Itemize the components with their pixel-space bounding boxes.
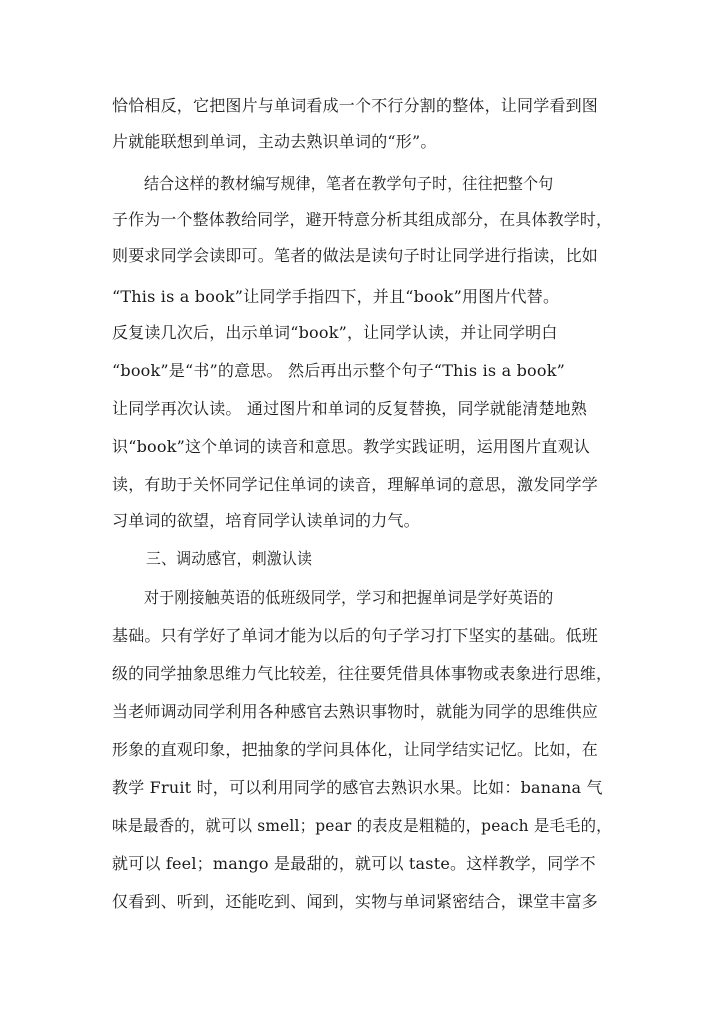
paragraph-line: 识“book”这个单词的读音和意思。教学实践证明，运用图片直观认: [112, 437, 590, 456]
paragraph-line: 读，有助于关怀同学记住单词的读音，理解单词的意思，激发同学学: [112, 475, 599, 494]
paragraph-line: 习单词的欲望，培育同学认读单词的力气。: [112, 511, 420, 530]
section-heading: 三、调动感官，刺激认读: [146, 549, 313, 568]
paragraph-line: 当老师调动同学利用各种感官去熟识事物时，就能为同学的思维供应: [112, 702, 599, 721]
paragraph-line: 味是最香的，就可以 smell；pear 的表皮是粗糙的，peach 是毛毛的，: [112, 816, 612, 835]
paragraph-line: 让同学再次认读。 通过图片和单词的反复替换，同学就能清楚地熟: [112, 399, 588, 418]
paragraph-line: 对于刚接触英语的低班级同学，学习和把握单词是学好英语的: [144, 588, 554, 607]
paragraph-line: 反复读几次后，出示单词“book”，让同学认读，并让同学明白: [112, 323, 558, 342]
paragraph-line: 片就能联想到单词，主动去熟识单词的“形”。: [112, 132, 437, 151]
paragraph-line: 基础。只有学好了单词才能为以后的句子学习打下坚实的基础。低班: [112, 626, 599, 645]
paragraph-line: 级的同学抽象思维力气比较差，往往要凭借具体事物或表象进行思维，: [112, 664, 613, 683]
paragraph-line: 结合这样的教材编写规律，笔者在教学句子时，往往把整个句: [144, 174, 554, 193]
paragraph-line: 就可以 feel；mango 是最甜的，就可以 taste。这样教学，同学不: [112, 854, 596, 873]
paragraph-line: 则要求同学会读即可。笔者的做法是读句子时让同学进行指读，比如: [112, 246, 599, 265]
paragraph-line: 形象的直观印象，把抽象的学问具体化，让同学结实记忆。比如，在: [112, 740, 599, 759]
paragraph-line: 恰恰相反，它把图片与单词看成一个不行分割的整体，让同学看到图: [112, 96, 599, 115]
paragraph-line: “This is a book”让同学手指四下，并且“book”用图片代替。: [112, 287, 560, 306]
paragraph-line: 子作为一个整体教给同学，避开特意分析其组成部分，在具体教学时，: [112, 210, 613, 229]
paragraph-line: “book”是“书”的意思。 然后再出示整个句子“This is a book”: [112, 361, 566, 380]
paragraph-line: 教学 Fruit 时，可以利用同学的感官去熟识水果。比如：banana 气: [112, 778, 603, 797]
paragraph-line: 仅看到、听到，还能吃到、闻到，实物与单词紧密结合，课堂丰富多: [112, 892, 599, 911]
